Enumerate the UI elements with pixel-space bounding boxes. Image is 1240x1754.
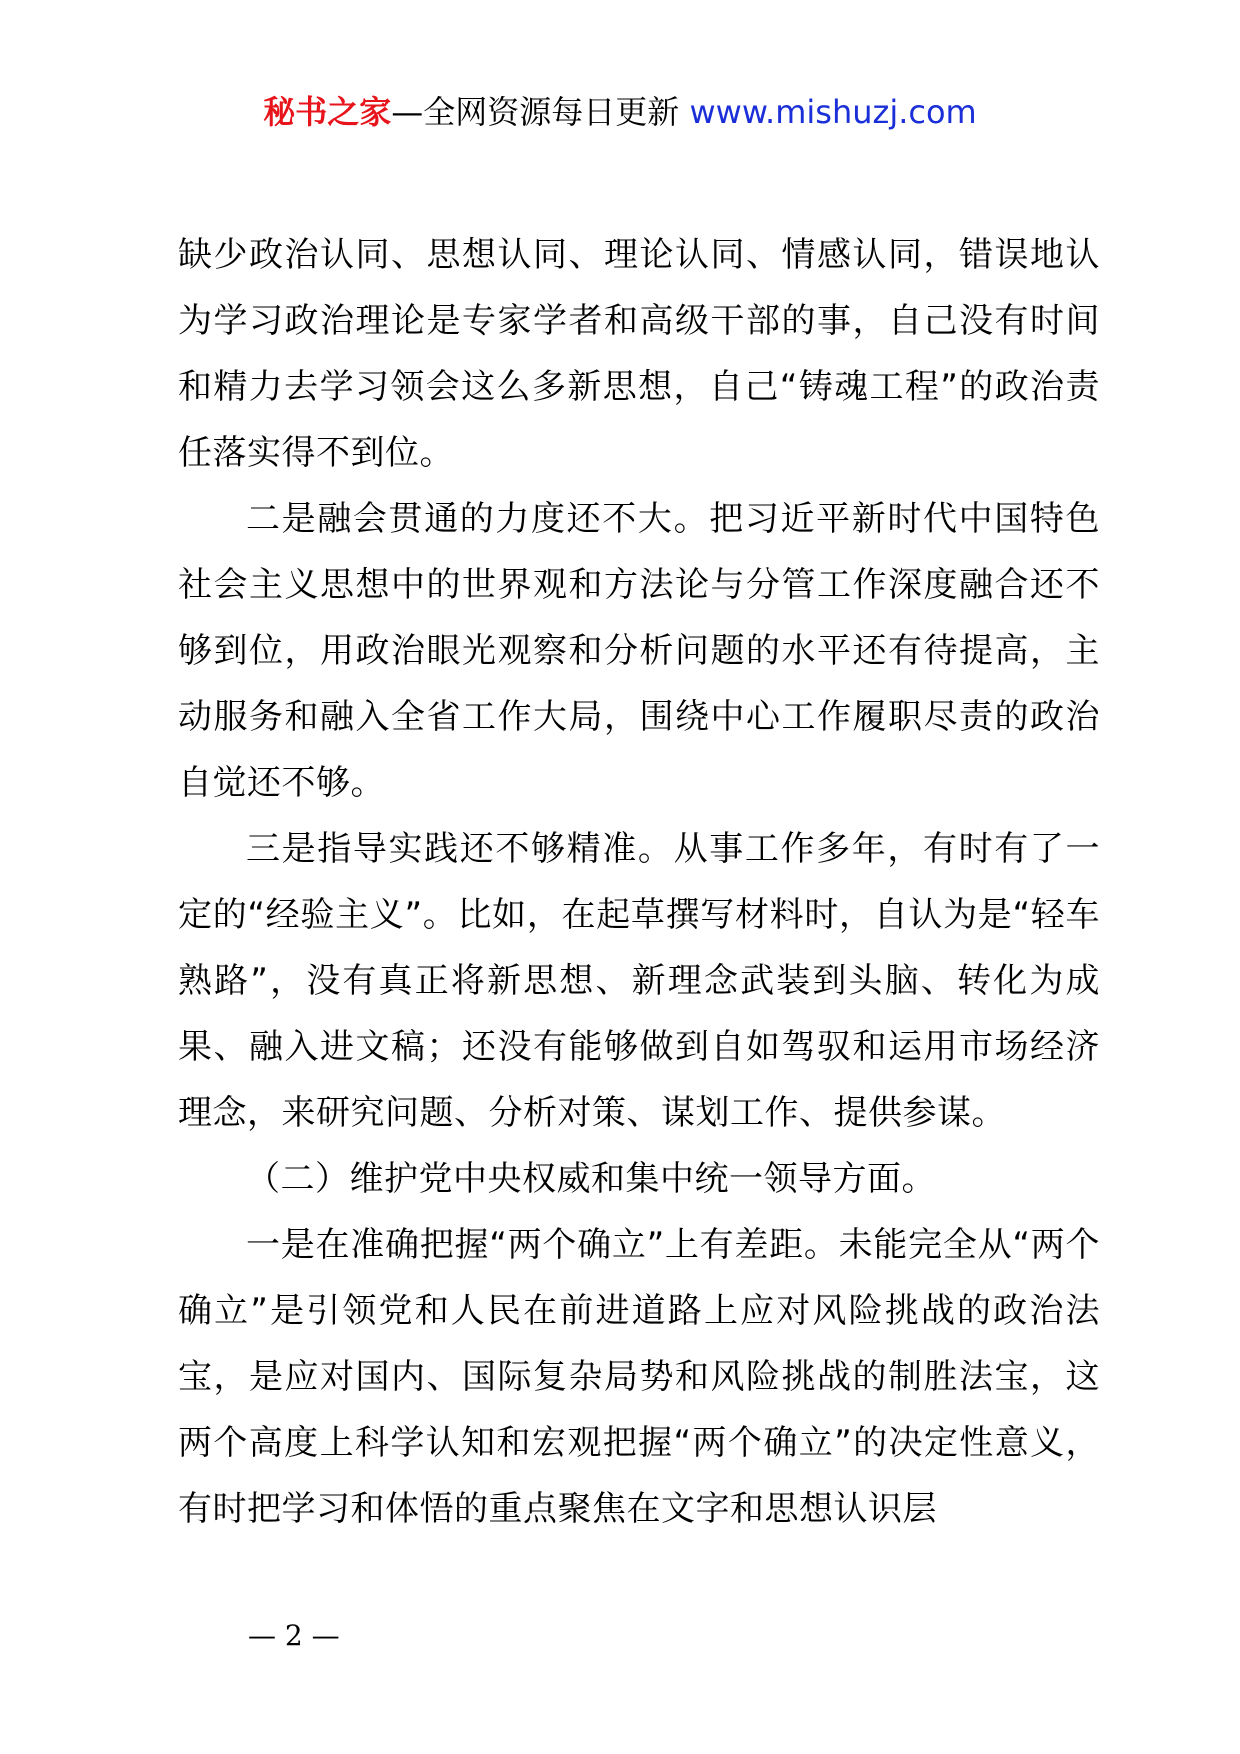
document-body <box>178 222 1100 1542</box>
site-url: www.mishuzj.com <box>689 93 977 131</box>
section-heading: （二）维护党中央权威和集中统一领导方面。 <box>246 1159 936 1199</box>
paragraph: 缺少政治认同、思想认同、理论认同、情感认同，错误地认为学习政治理论是专家学者和高级干部的事，自己没有时间和精力去学习领会这么多新思想，自己“铸魂工程”的政治责任落实得不到位。 <box>178 235 1100 473</box>
site-header <box>0 92 1240 132</box>
paragraph: 二是融会贯通的力度还不大。把习近平新时代中国特色社会主义思想中的世界观和方法论与分管工作深度融合还不够到位，用政治眼光观察和分析问题的水平还有待提高，主动服务和融入全省工作大局，围绕中心工作履职尽责的政治自觉还不够。 <box>178 499 1100 803</box>
paragraph: 三是指导实践还不够精准。从事工作多年，有时有了一定的“经验主义”。比如，在起草撰写材料时，自认为是“轻车熟路”，没有真正将新思想、新理念武装到头脑、转化为成果、融入进文稿；还没有能够做到自如驾驭和运用市场经济理念，来研究问题、分析对策、谋划工作、提供参谋。 <box>178 829 1100 1133</box>
brand-name: 秘书之家 <box>263 93 392 131</box>
page-number: — 2 — <box>248 1619 340 1652</box>
paragraph: 一是在准确把握“两个确立”上有差距。未能完全从“两个确立”是引领党和人民在前进道路上应对风险挑战的政治法宝，是应对国内、国际复杂局势和风险挑战的制胜法宝，这两个高度上科学认知和宏观把握“两个确立”的决定性意义，有时把学习和体悟的重点聚焦在文字和思想认识层 <box>178 1225 1100 1529</box>
header-tagline: —全网资源每日更新 <box>391 93 690 131</box>
